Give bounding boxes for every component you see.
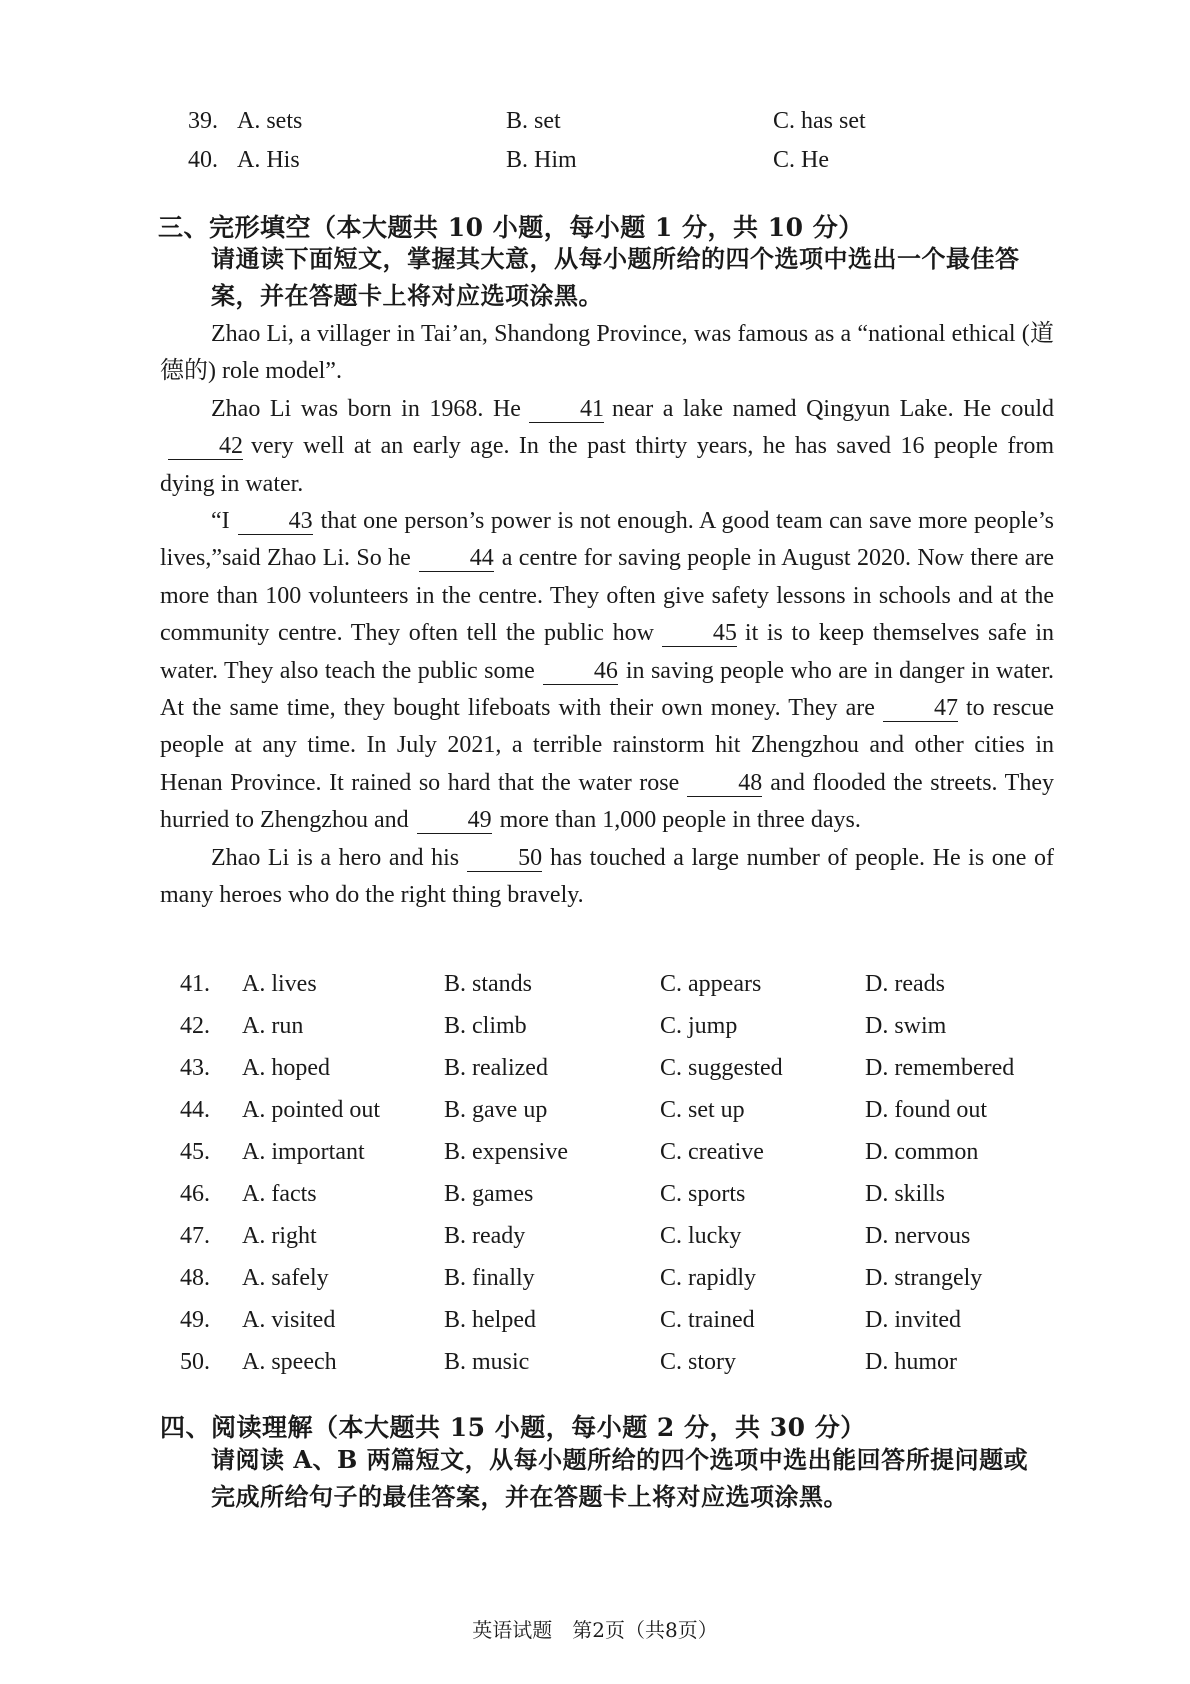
question-number: 47. [180,1223,210,1249]
option-d: D. invited [865,1307,961,1333]
blank-46: 46 [543,658,618,685]
question-number: 40. [188,147,218,173]
option-c: C. set up [660,1097,745,1123]
question-number: 41. [180,971,210,997]
question-number: 46. [180,1181,210,1207]
blank-43: 43 [238,508,313,535]
section4-title: 四、阅读理解（本大题共 15 小题，每小题 2 分，共 30 分） [160,1413,866,1442]
option-row-49 [180,1303,1080,1337]
question-number: 42. [180,1013,210,1039]
option-a: A. run [242,1013,304,1039]
cloze-passage [160,316,1054,915]
option-b: B. music [444,1349,530,1375]
blank-48: 48 [687,770,762,797]
question-number: 50. [180,1349,210,1375]
page-footer: 英语试题 第2页（共8页） [472,1618,718,1642]
option-b: B. gave up [444,1097,548,1123]
blank-47: 47 [883,695,958,722]
option-b: B. finally [444,1265,535,1291]
section3-title: 三、完形填空（本大题共 10 小题，每小题 1 分，共 10 分） [158,213,864,242]
option-c: C. has set [773,108,866,134]
option-c: C. sports [660,1181,746,1207]
option-a: A. speech [242,1349,337,1375]
option-a: A. hoped [242,1055,330,1081]
option-d: D. strangely [865,1265,983,1291]
question-number: 48. [180,1265,210,1291]
passage-paragraph-1: Zhao Li, a villager in Tai’an, Shandong Province, was famous as a “national ethical (道德的) role model”. [160,321,1054,385]
option-c: C. story [660,1349,737,1375]
blank-41: 41 [529,396,604,423]
option-d: D. humor [865,1349,957,1375]
option-c: C. jump [660,1013,738,1039]
option-c: C. trained [660,1307,755,1333]
option-b: B. helped [444,1307,536,1333]
option-row-45 [180,1135,1080,1169]
section4-instruction: 请阅读 A、B 两篇短文，从每小题所给的四个选项中选出能回答所提问题或完成所给句子的最佳答案，并在答题卡上将对应选项涂黑。 [211,1445,1029,1511]
option-d: D. found out [865,1097,987,1123]
option-b: B. expensive [444,1139,568,1165]
option-row-40 [188,143,1088,177]
option-row-41 [180,967,1080,1001]
option-b: B. set [506,108,561,134]
option-row-43 [180,1051,1080,1085]
question-number: 44. [180,1097,210,1123]
option-b: B. Him [506,147,577,173]
option-d: D. skills [865,1181,946,1207]
option-b: B. games [444,1181,534,1207]
option-c: C. He [773,147,829,173]
option-c: C. rapidly [660,1265,756,1291]
passage-paragraph-4: Zhao Li is a hero and his 50 has touched a large number of people. He is one of many heroes who do the right thing bravely. [160,844,1055,909]
question-number: 43. [180,1055,210,1081]
option-a: A. lives [242,971,317,997]
passage-paragraph-3: “I 43 that one person’s power is not enough. A good team can save more people’s lives,”said Zhao Li. So he 44 a centre for saving people in August 2020. Now there are more than 100 volunteers in the centre. They often give safety lessons in schools and at the community centre. They often tell the public how 45 it is to keep themselves safe in water. They also teach the public some 46 in saving people who are in danger in water. At the same time, they bought lifeboats with their own money. They are 47 to rescue people at any time. In July 2021, a terrible rainstorm hit Zhengzhou and other cities in Henan Province. It rained so hard that the water rose 48 and flooded the streets. They hurried to Zhengzhou and 49 more than 1,000 people in three days. [160,508,1055,834]
option-row-44 [180,1093,1080,1127]
blank-50: 50 [467,845,542,872]
option-row-48 [180,1261,1080,1295]
option-d: D. remembered [865,1055,1015,1081]
question-number: 39. [188,108,218,134]
option-a: A. sets [237,108,303,134]
option-b: B. realized [444,1055,548,1081]
option-d: D. swim [865,1013,947,1039]
option-c: C. creative [660,1139,764,1165]
blank-44: 44 [419,545,494,572]
option-a: A. facts [242,1181,317,1207]
passage-paragraph-2: Zhao Li was born in 1968. He 41 near a lake named Qingyun Lake. He could42 very well at an early age. In the past thirty years, he has saved 16 people from dying in water. [160,395,1055,497]
option-d: D. reads [865,971,945,997]
question-number: 45. [180,1139,210,1165]
option-row-42 [180,1009,1080,1043]
option-a: A. visited [242,1307,336,1333]
option-a: A. right [242,1223,317,1249]
blank-49: 49 [417,807,492,834]
option-b: B. ready [444,1223,526,1249]
option-d: D. nervous [865,1223,971,1249]
question-number: 49. [180,1307,210,1333]
blank-45: 45 [662,620,737,647]
option-row-46 [180,1177,1080,1211]
option-b: B. stands [444,971,533,997]
option-a: A. His [237,147,300,173]
option-row-47 [180,1219,1080,1253]
option-b: B. climb [444,1013,527,1039]
option-a: A. important [242,1139,365,1165]
option-row-39 [188,104,1088,138]
option-c: C. suggested [660,1055,783,1081]
option-a: A. safely [242,1265,329,1291]
blank-42: 42 [168,433,243,460]
option-row-50 [180,1345,1080,1379]
option-c: C. lucky [660,1223,742,1249]
option-d: D. common [865,1139,979,1165]
option-c: C. appears [660,971,762,997]
option-a: A. pointed out [242,1097,380,1123]
section3-instruction: 请通读下面短文，掌握其大意，从每小题所给的四个选项中选出一个最佳答案，并在答题卡上将对应选项涂黑。 [211,244,1020,310]
